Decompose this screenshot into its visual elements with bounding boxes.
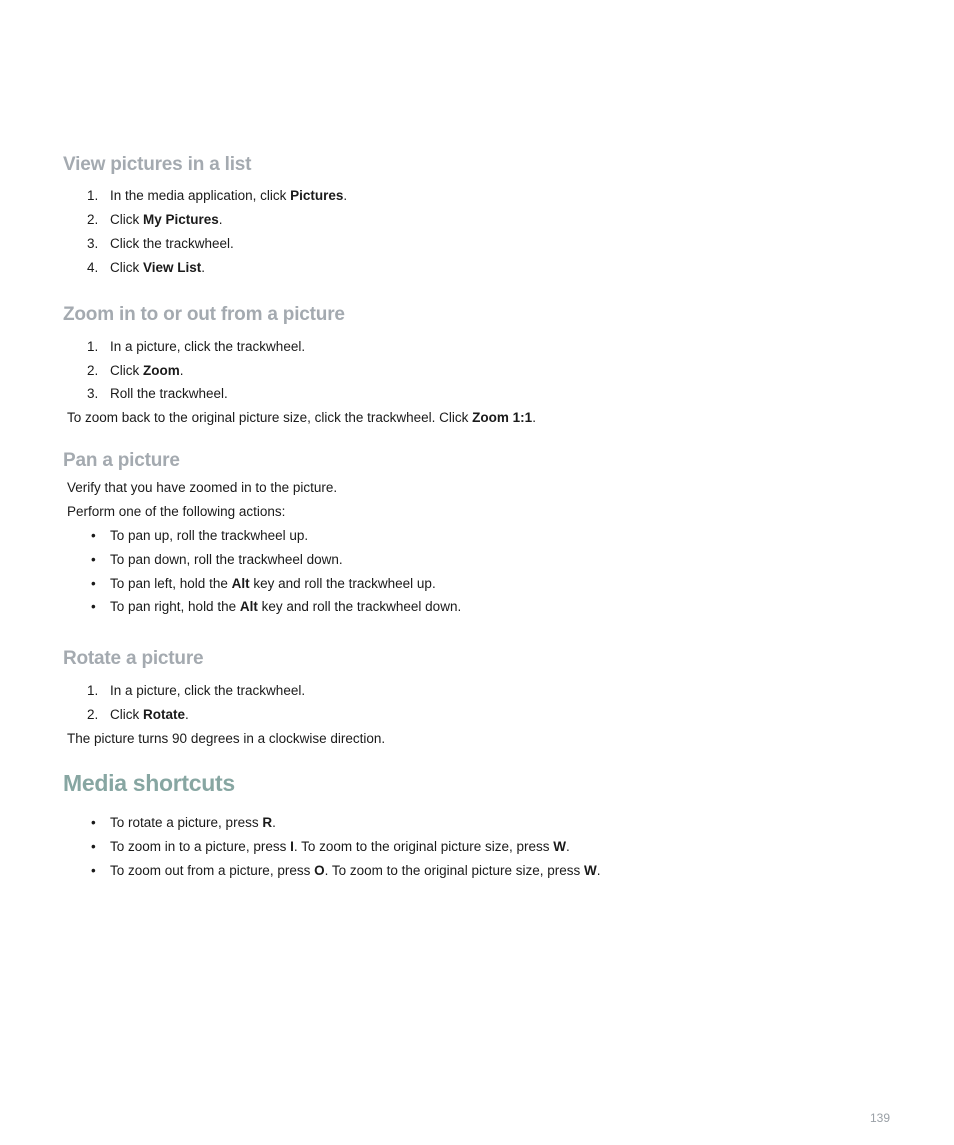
note-paragraph: The picture turns 90 degrees in a clockwise direction. — [67, 731, 386, 746]
step-text: Click My Pictures. — [110, 212, 223, 227]
heading-zoom-in-or-out: Zoom in to or out from a picture — [63, 304, 345, 325]
step-text: In a picture, click the trackwheel. — [110, 339, 306, 354]
note-paragraph: To zoom back to the original picture size, click the trackwheel. Click Zoom 1:1. — [67, 410, 536, 425]
step-number: 3. — [87, 386, 99, 401]
paragraph: Verify that you have zoomed in to the picture. — [67, 480, 338, 495]
step-number: 3. — [87, 236, 99, 251]
bullet-text: To pan left, hold the Alt key and roll the trackwheel up. — [110, 576, 436, 591]
bullet-text: To rotate a picture, press R. — [110, 815, 276, 830]
step-text: In the media application, click Pictures. — [110, 188, 348, 203]
step-number: 1. — [87, 188, 99, 203]
step-text: Click Rotate. — [110, 707, 189, 722]
bullet-icon: • — [91, 839, 96, 854]
heading-view-pictures-in-a-list: View pictures in a list — [63, 154, 252, 175]
step-text: In a picture, click the trackwheel. — [110, 683, 306, 698]
step-text: Roll the trackwheel. — [110, 386, 228, 401]
bullet-icon: • — [91, 576, 96, 591]
step-number: 1. — [87, 683, 99, 698]
bullet-text: To zoom out from a picture, press O. To zoom to the original picture size, press W. — [110, 863, 601, 878]
page-number: 139 — [870, 1111, 891, 1125]
bullet-text: To zoom in to a picture, press I. To zoom to the original picture size, press W. — [110, 839, 570, 854]
step-number: 2. — [87, 212, 99, 227]
heading-rotate-a-picture: Rotate a picture — [63, 648, 204, 669]
step-text: Click the trackwheel. — [110, 236, 234, 251]
heading-media-shortcuts: Media shortcuts — [63, 770, 235, 796]
step-text: Click Zoom. — [110, 363, 184, 378]
bullet-icon: • — [91, 528, 96, 543]
step-text: Click View List. — [110, 260, 206, 275]
step-number: 2. — [87, 707, 99, 722]
bullet-text: To pan down, roll the trackwheel down. — [110, 552, 343, 567]
heading-pan-a-picture: Pan a picture — [63, 450, 180, 471]
step-number: 4. — [87, 260, 99, 275]
bullet-icon: • — [91, 863, 96, 878]
bullet-text: To pan right, hold the Alt key and roll the trackwheel down. — [110, 599, 462, 614]
bullet-text: To pan up, roll the trackwheel up. — [110, 528, 309, 543]
step-number: 1. — [87, 339, 99, 354]
bullet-icon: • — [91, 599, 96, 614]
bullet-icon: • — [91, 552, 96, 567]
step-number: 2. — [87, 363, 99, 378]
bullet-icon: • — [91, 815, 96, 830]
paragraph: Perform one of the following actions: — [67, 504, 286, 519]
